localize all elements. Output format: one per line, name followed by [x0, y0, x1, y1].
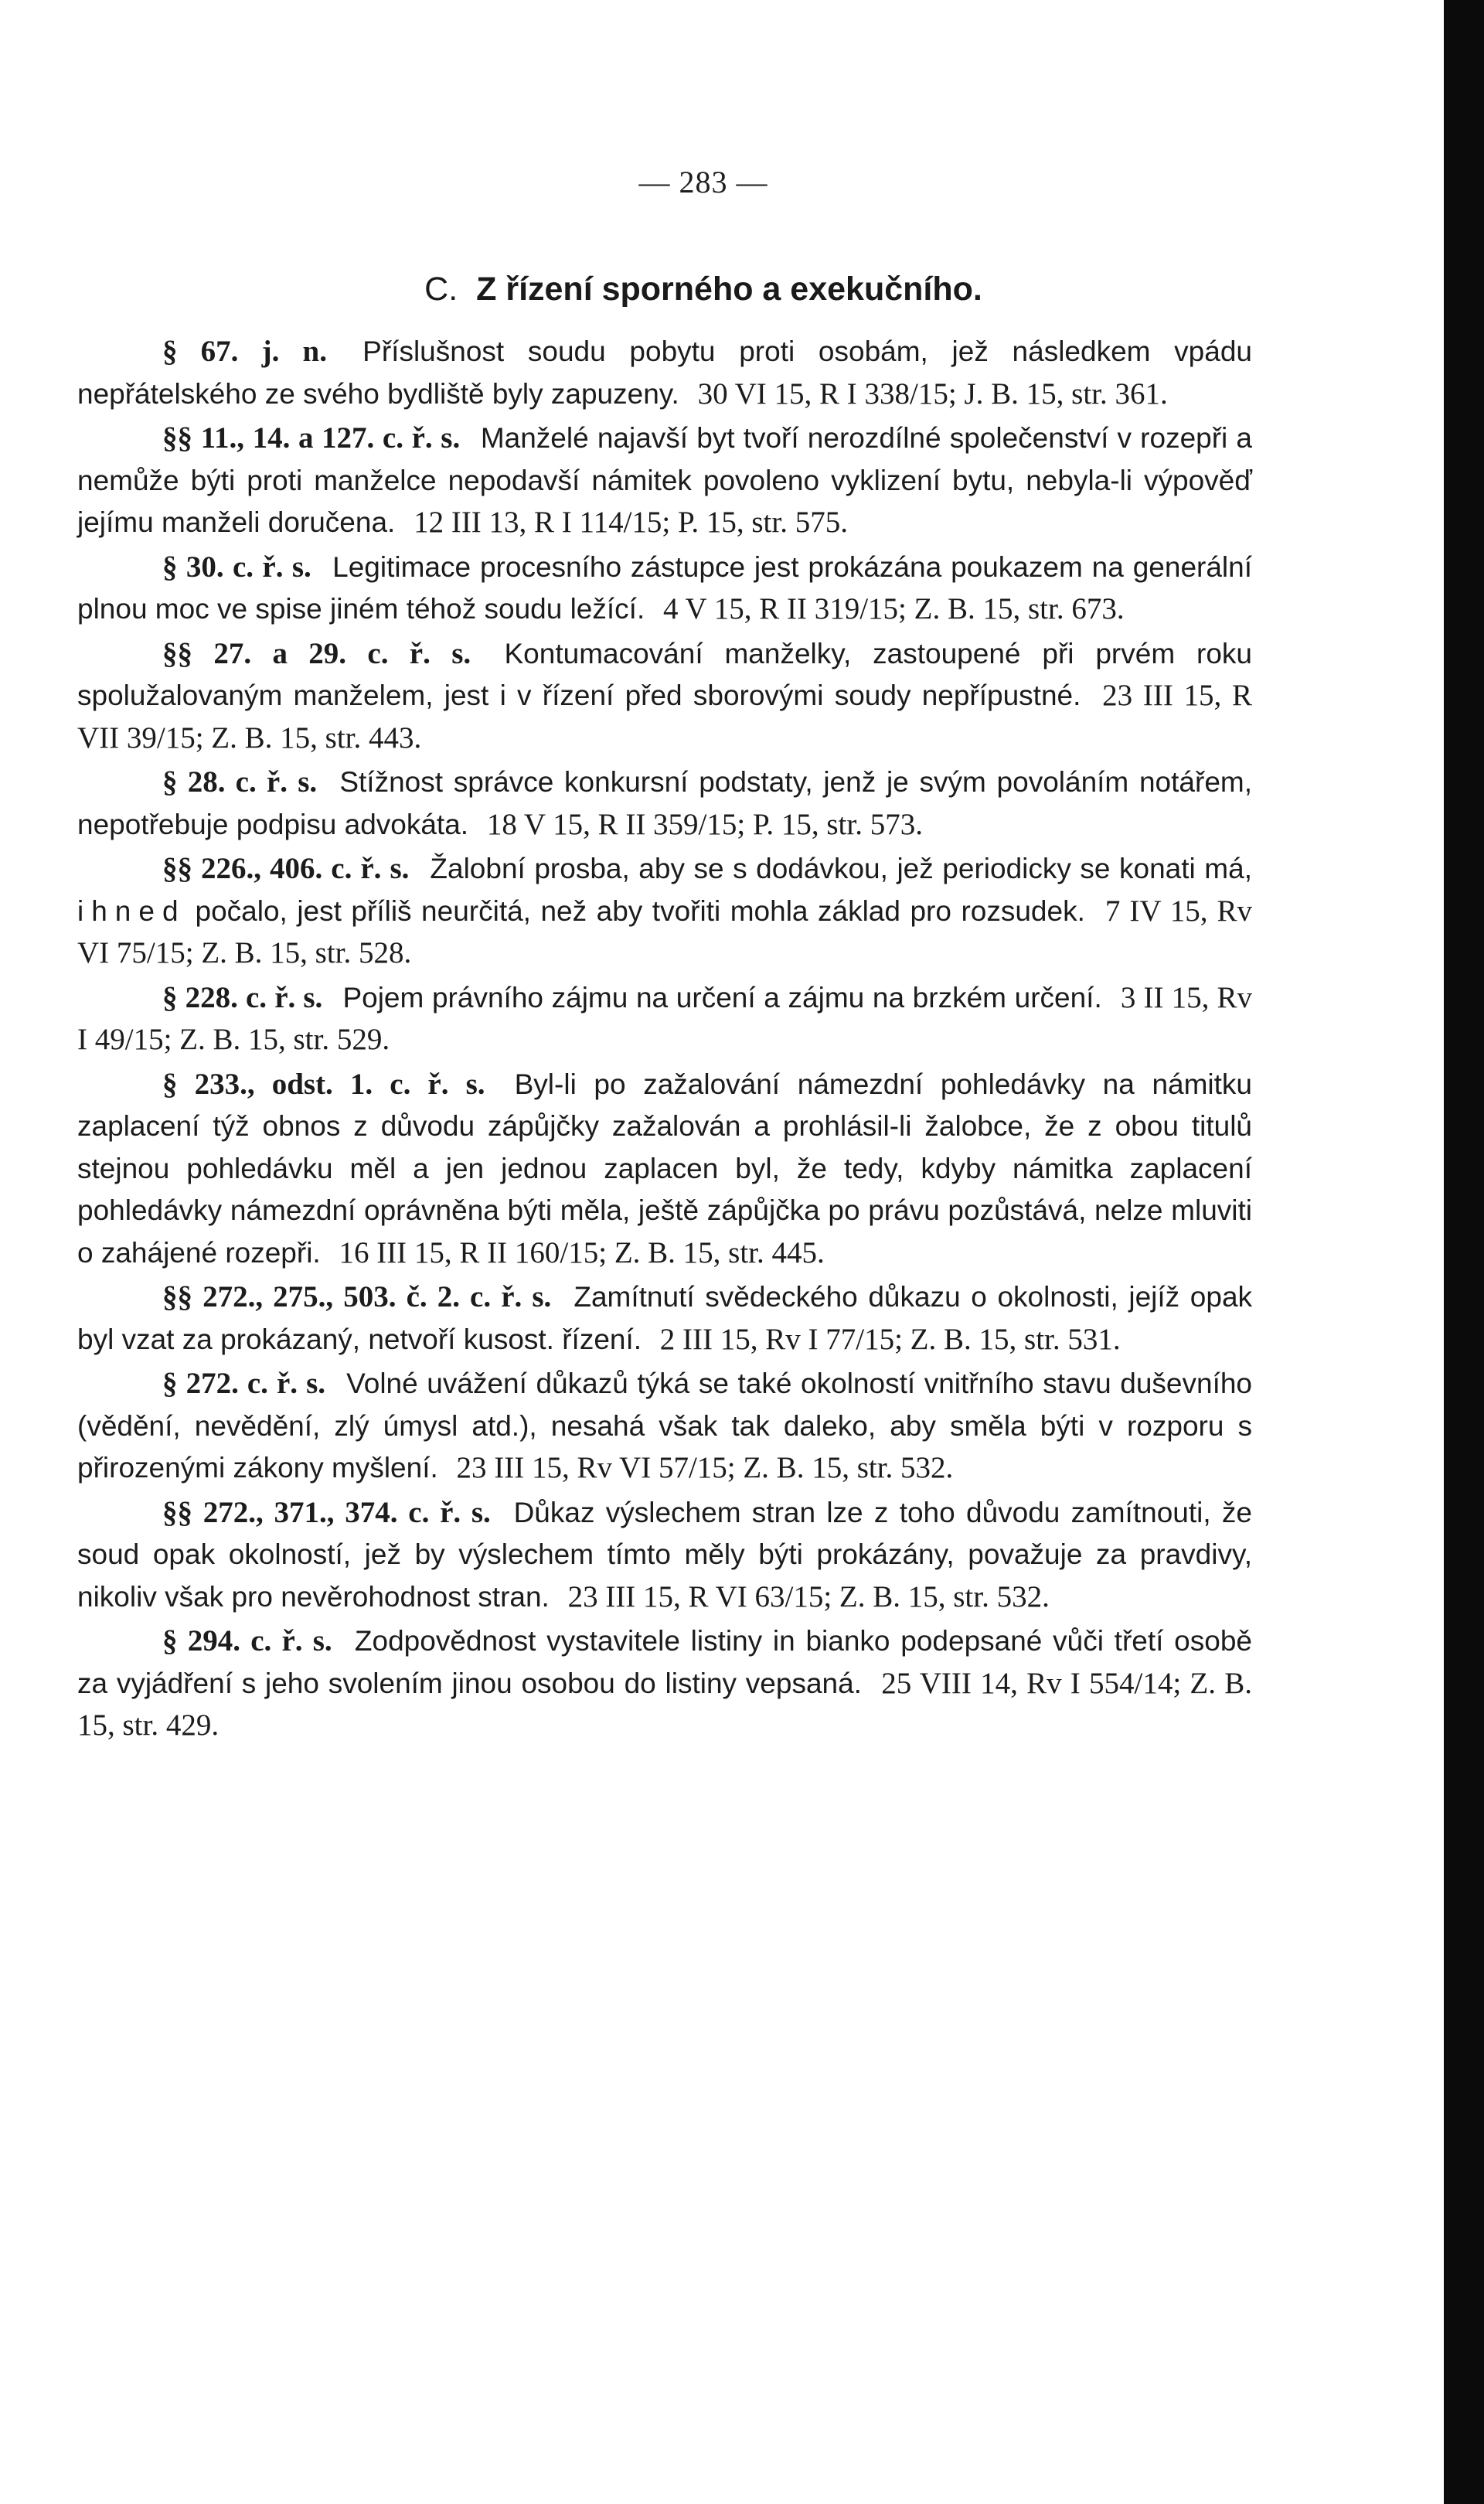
entry-6: [77, 848, 1252, 975]
entry-citation: 3 II 15, Rv I 49/15; Z. B. 15, str. 529.: [77, 980, 1253, 1056]
entry-text: Legitimace procesního zástupce jest prokázána poukazem na generální plnou moc ve spise jiném téhož soudu ležící.: [77, 550, 1253, 625]
section-heading: [0, 271, 1407, 308]
entry-ref: §§ 272., 371., 374. c. ř. s.: [162, 1495, 491, 1529]
entry-citation: 23 III 15, R VII 39/15; Z. B. 15, str. 443.: [77, 679, 1252, 755]
entry-citation: 2 III 15, Rv I 77/15; Z. B. 15, str. 531.: [659, 1322, 1121, 1356]
entry-citation: 12 III 13, R I 114/15; P. 15, str. 575.: [414, 506, 848, 539]
entry-citation: 7 IV 15, Rv VI 75/15; Z. B. 15, str. 528.: [77, 894, 1253, 969]
entry-citation: 25 VIII 14, Rv I 554/14; Z. B. 15, str. 429.: [77, 1666, 1252, 1742]
entry-text: Zamítnutí svědeckého důkazu o okolnosti, jejíž opak byl vzat za prokázaný, netvoří kusost. řízení.: [77, 1281, 1253, 1355]
entry-4: [77, 633, 1252, 760]
entry-7: [77, 977, 1252, 1061]
entry-text: Volné uvážení důkazů týká se také okolností vnitřního stavu duševního (vědění, nevědění, zlý úmysl atd.), nesahá však tak daleko, aby směla býti v rozporu s přirozenými zákony myšlení.: [77, 1368, 1252, 1484]
entry-8: [77, 1064, 1252, 1275]
entry-text: Žalobní prosba, aby se s dodávkou, jež periodicky se konati má,: [430, 853, 1252, 884]
entry-ref: §§ 27. a 29. c. ř. s.: [162, 636, 471, 670]
entry-ref: § 67. j. n.: [162, 335, 327, 368]
entry-text: Příslušnost soudu pobytu proti osobám, jež následkem vpádu nepřátelského ze svého bydliště byly zapuzeny.: [77, 336, 1252, 410]
entry-text: Důkaz výslechem stran lze z toho důvodu zamítnouti, že soud opak okolností, jež by výslechem tímto měly býti prokázány, považuje za pravdivy, nikoliv však pro nevěrohodnost stran.: [77, 1496, 1252, 1613]
entry-ref: §§ 226., 406. c. ř. s.: [162, 852, 410, 885]
page-number: — 283 —: [638, 165, 768, 199]
entry-ref: § 30. c. ř. s.: [162, 550, 311, 584]
entry-text: Byl-li po zažalování námezdní pohledávky na námitku zaplacení týž obnos z důvodu zápůjčky zažalován a prohlásil-li žalobce, že z obou titulů stejnou pohledávku měl a jen jednou zaplacen byl, že tedy, kdyby námitka zaplacení pohledávky námezdní oprávněna býti měla, ještě zápůjčka po právu pozůstává, nelze mluviti o zahájené rozepři.: [77, 1068, 1252, 1269]
section-title: Z řízení sporného a exekučního.: [476, 271, 982, 308]
entry-9: [77, 1276, 1252, 1361]
entry-ref: § 272. c. ř. s.: [162, 1367, 326, 1400]
scan-edge-shadow: [1444, 0, 1484, 2504]
entry-ref: § 28. c. ř. s.: [162, 765, 318, 799]
entry-text: Zodpovědnost vystavitele listiny in bianko podepsané vůči třetí osobě za vyjádření s jeho svolením jinou osobou do listiny vepsaná.: [77, 1625, 1252, 1699]
entry-text: počalo, jest příliš neurčitá, než aby tvořiti mohla základ pro rozsudek.: [195, 894, 1085, 927]
entry-5: [77, 761, 1252, 846]
entry-ref: § 233., odst. 1. c. ř. s.: [162, 1067, 485, 1101]
entry-12: [77, 1620, 1252, 1747]
entry-ref: § 228. c. ř. s.: [162, 980, 323, 1014]
entries-list: [77, 331, 1252, 1749]
entry-text: Pojem právního zájmu na určení a zájmu na brzkém určení.: [342, 981, 1102, 1014]
entry-11: [77, 1492, 1252, 1619]
entry-text-spaced: ihned: [77, 894, 186, 927]
entry-ref: §§ 272., 275., 503. č. 2. c. ř. s.: [162, 1280, 552, 1313]
entry-citation: 30 VI 15, R I 338/15; J. B. 15, str. 361.: [697, 376, 1168, 411]
entry-1: [77, 331, 1252, 415]
entry-ref: §§ 11., 14. a 127. c. ř. s.: [162, 421, 461, 455]
entry-10: [77, 1363, 1252, 1490]
entry-3: [77, 547, 1252, 631]
entry-text: Manželé najavší byt tvoří nerozdílné společenství v rozepři a nemůže býti proti manželce nepodavší námitek povoleno vyklizení bytu, nebyla-li výpověď jejímu manželi doručena.: [77, 422, 1253, 538]
entry-citation: 4 V 15, R II 319/15; Z. B. 15, str. 673.: [662, 592, 1125, 625]
entry-2: [77, 417, 1252, 544]
entry-text: Kontumacování manželky, zastoupené při prvém roku spolužalovaným manželem, jest i v řízení před sborovými soudy nepřípustné.: [77, 637, 1253, 711]
entry-citation: 23 III 15, R VI 63/15; Z. B. 15, str. 532.: [567, 1579, 1050, 1613]
entry-ref: § 294. c. ř. s.: [162, 1624, 332, 1657]
entry-text: Stížnost správce konkursní podstaty, jenž je svým povoláním notářem, nepotřebuje podpisu advokáta.: [77, 766, 1252, 840]
entry-citation: 23 III 15, Rv VI 57/15; Z. B. 15, str. 532.: [456, 1451, 954, 1484]
entry-citation: 18 V 15, R II 359/15; P. 15, str. 573.: [486, 807, 923, 841]
entry-citation: 16 III 15, R II 160/15; Z. B. 15, str. 445.: [339, 1235, 825, 1269]
section-letter: C.: [424, 271, 458, 308]
